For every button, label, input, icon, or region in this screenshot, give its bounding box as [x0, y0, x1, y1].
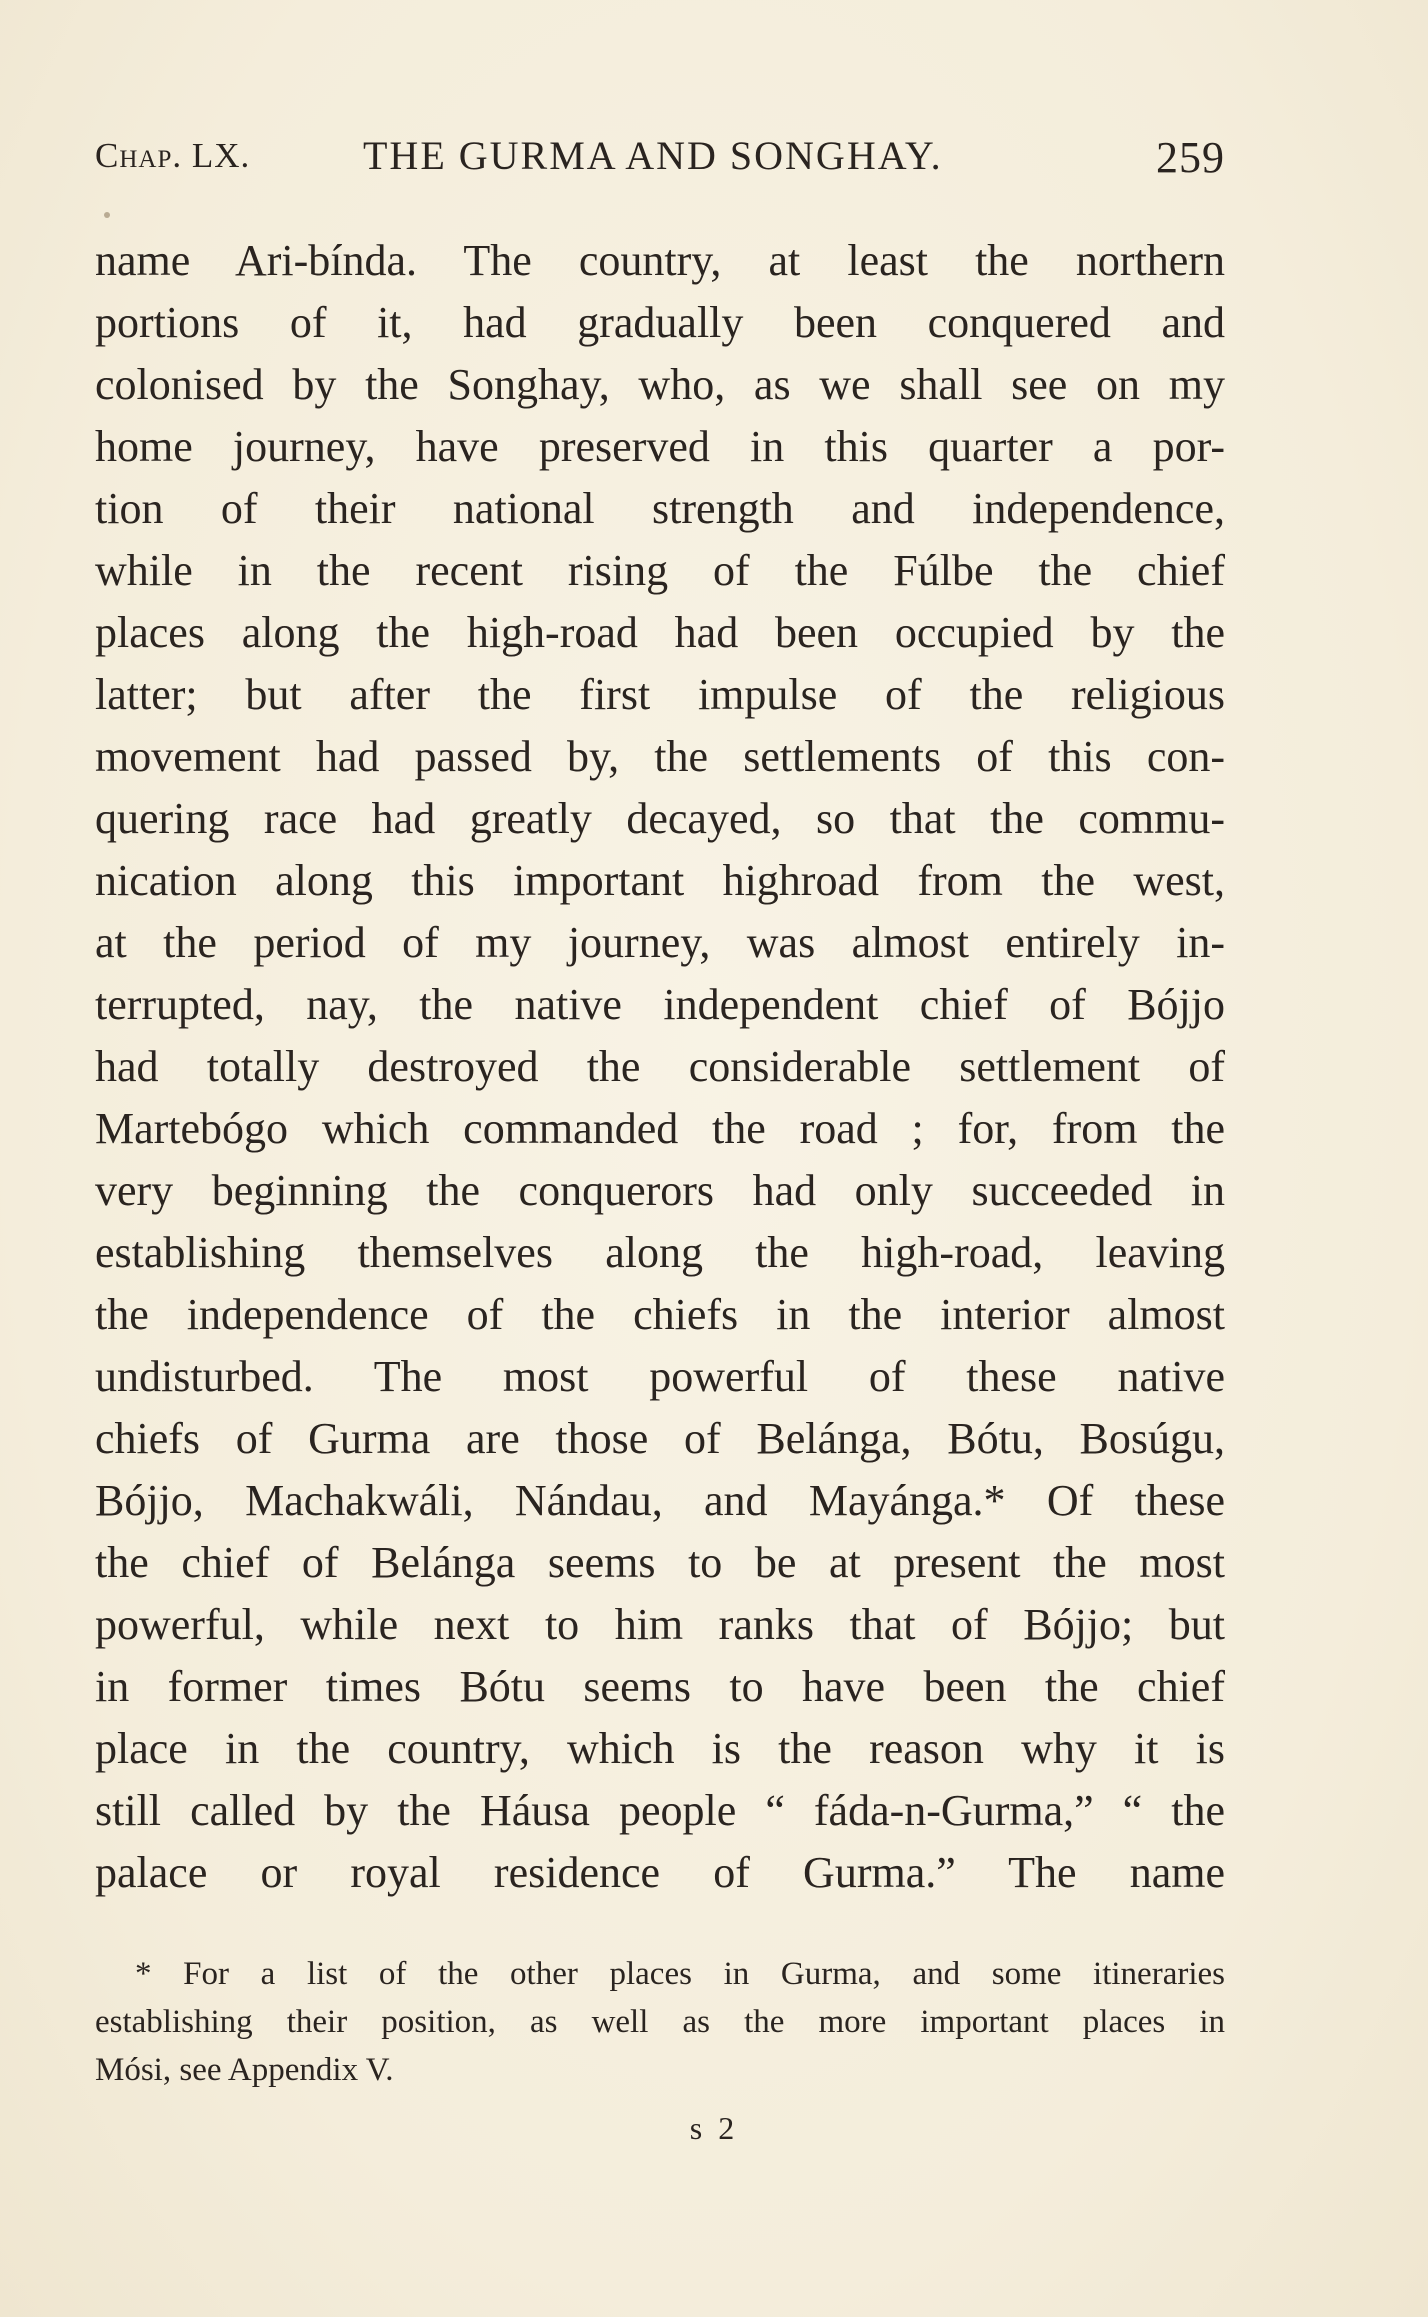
text-line: colonised by the Songhay, who, as we shall see on my: [95, 360, 1225, 409]
text-line: home journey, have preserved in this quarter a por-: [95, 422, 1225, 471]
signature-mark: s 2: [689, 2110, 739, 2146]
text-line: terrupted, nay, the native independent chief of Bójjo: [95, 980, 1225, 1029]
text-line: nication along this important highroad from the west,: [95, 856, 1225, 905]
text-line: the independence of the chiefs in the interior almost: [95, 1290, 1225, 1339]
text-line: quering race had greatly decayed, so that the commu-: [95, 794, 1225, 843]
ink-speck: [104, 212, 110, 218]
page-number: 259: [1156, 133, 1225, 182]
body-text: [95, 230, 1225, 1904]
text-line: tion of their national strength and independence,: [95, 484, 1225, 533]
running-header: [95, 132, 1225, 192]
footnote: [95, 1950, 1225, 2094]
text-line: very beginning the conquerors had only succeeded in: [95, 1166, 1225, 1215]
footnote-line: Mósi, see Appendix V.: [95, 2052, 394, 2088]
text-line: portions of it, had gradually been conquered and: [95, 298, 1225, 347]
text-line: palace or royal residence of Gurma.” The name: [95, 1848, 1225, 1897]
text-line: latter; but after the first impulse of the religious: [95, 670, 1225, 719]
chapter-label: Chap. LX.: [95, 136, 251, 175]
text-line: still called by the Háusa people “ fáda-n-Gurma,” “ the: [95, 1786, 1225, 1835]
running-title: THE GURMA AND SONGHAY.: [363, 133, 943, 178]
text-line: undisturbed. The most powerful of these native: [95, 1352, 1225, 1401]
footnote-line: * For a list of the other places in Gurma, and some itineraries: [135, 1956, 1225, 1992]
text-line: at the period of my journey, was almost entirely in-: [95, 918, 1225, 967]
text-line: place in the country, which is the reason why it is: [95, 1724, 1225, 1773]
text-line: in former times Bótu seems to have been the chief: [95, 1662, 1225, 1711]
text-line: the chief of Belánga seems to be at present the most: [95, 1538, 1225, 1587]
text-line: Bójjo, Machakwáli, Nándau, and Mayánga.* Of these: [95, 1476, 1225, 1525]
text-line: chiefs of Gurma are those of Belánga, Bótu, Bosúgu,: [95, 1414, 1225, 1463]
text-line: powerful, while next to him ranks that of Bójjo; but: [95, 1600, 1225, 1649]
text-line: name Ari-bínda. The country, at least the northern: [95, 236, 1225, 285]
text-line: while in the recent rising of the Fúlbe the chief: [95, 546, 1225, 595]
text-line: places along the high-road had been occupied by the: [95, 608, 1225, 657]
footnote-line: establishing their position, as well as the more important places in: [95, 2004, 1225, 2040]
text-line: had totally destroyed the considerable settlement of: [95, 1042, 1225, 1091]
text-line: Martebógo which commanded the road ; for, from the: [95, 1104, 1225, 1153]
text-line: movement had passed by, the settlements of this con-: [95, 732, 1225, 781]
text-line: establishing themselves along the high-road, leaving: [95, 1228, 1225, 1277]
